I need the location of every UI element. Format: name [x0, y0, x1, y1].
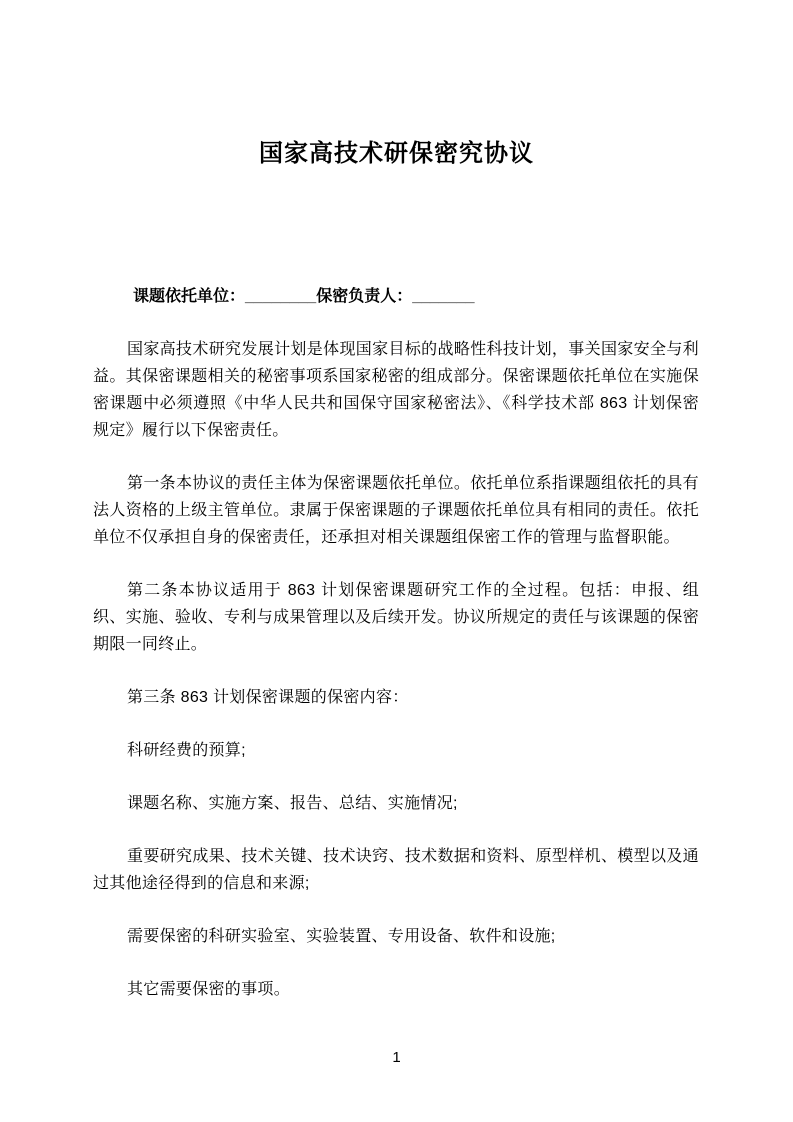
paragraph-item-other: 其它需要保密的事项。: [127, 981, 291, 998]
paragraph-item-names-reports: 课题名称、实施方案、报告、总结、实施情况;: [127, 795, 458, 812]
unit-label: 课题依托单位：: [133, 288, 246, 305]
officer-blank-field: _______: [412, 288, 475, 305]
document-body: [93, 283, 699, 1003]
document-title: 国家高技术研保密究协议: [259, 140, 534, 167]
unit-blank-field: ________: [245, 288, 317, 305]
field-line: [93, 283, 699, 310]
paragraph-preamble: 国家高技术研究发展计划是体现国家目标的战略性科技计划，事关国家安全与利益。其保密课题相关的秘密事项系国家秘密的组成部分。保密课题依托单位在实施保密课题中必须遵照《中华人民共和国保守国家秘密法》、《科学技术部 863 计划保密规定》履行以下保密责任。: [93, 341, 699, 439]
paragraph-article-3-heading: 第三条 863 计划保密课题的保密内容：: [127, 689, 409, 706]
paragraph-article-2: 第二条本协议适用于 863 计划保密课题研究工作的全过程。包括：申报、组织、实施、验收、专利与成果管理以及后续开发。协议所规定的责任与该课题的保密期限一同终止。: [93, 582, 699, 653]
paragraph-item-budget: 科研经费的预算;: [127, 742, 246, 759]
paragraph-item-results: 重要研究成果、技术关键、技术诀窍、技术数据和资料、原型样机、模型以及通过其他途径得到的信息和来源;: [93, 848, 699, 892]
paragraph-item-facilities: 需要保密的科研实验室、实验装置、专用设备、软件和设施;: [127, 928, 556, 945]
paragraph-article-1: 第一条本协议的责任主体为保密课题依托单位。依托单位系指课题组依托的具有法人资格的上级主管单位。隶属于保密课题的子课题依托单位具有相同的责任。依托单位不仅承担自身的保密责任，还承担对相关课题组保密工作的管理与监督职能。: [93, 475, 699, 546]
page-number: 1: [392, 1049, 401, 1066]
officer-label: 保密负责人：: [316, 288, 413, 305]
